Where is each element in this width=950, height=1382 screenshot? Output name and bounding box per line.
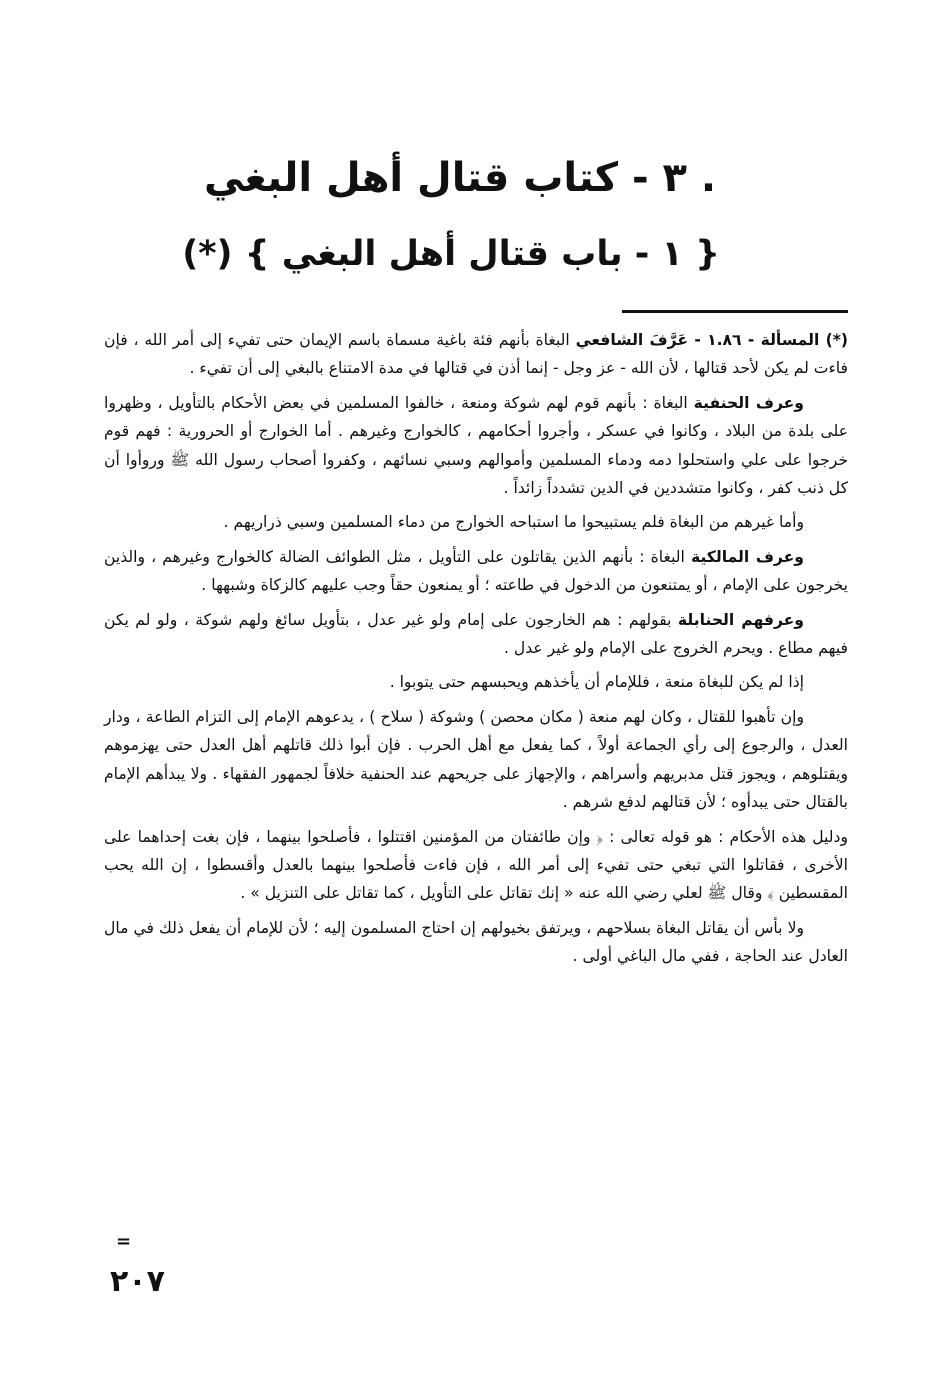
paragraph: [104, 823, 848, 908]
paragraph-text: البغاة بأنهم فئة باغية مسماة باسم الإيمان حتى تفيء إلى أمر الله ، فإن فاءت لم يكن لأحد قتالها ، لأن الله - عز وجل - إنما أذن في قتالها في مدة الامتناع بالبغي إلى أن تفيء .: [104, 331, 848, 378]
paragraph: [104, 914, 848, 971]
continuation-mark: =: [116, 1231, 132, 1252]
paragraph-lead: وعرف الحنفية: [693, 393, 804, 412]
body-text: [104, 326, 848, 977]
paragraph-text: وأما غيرهم من البغاة فلم يستبيحوا ما استباحه الخوارج من دماء المسلمين وسبي ذراريهم .: [223, 513, 804, 532]
footnote-rule: [622, 310, 848, 313]
paragraph-lead: وعرف المالكية: [690, 547, 804, 566]
chapter-title: { ١ - باب قتال أهل البغي } (*): [182, 234, 720, 274]
paragraph: [104, 508, 848, 536]
book-title: . ٣ - كتاب قتال أهل البغي: [203, 155, 717, 201]
paragraph-lead: (*) المسألة - ١.٨٦ - عَرَّفَ الشافعي: [575, 331, 848, 349]
paragraph-text: ولا بأس أن يقاتل البغاة بسلاحهم ، ويرتفق بخيولهم إن احتاج المسلمون إليه ؛ لأن للإمام أن يفعل ذلك في مال العادل عند الحاجة ، ففي مال الباغي أولى .: [104, 918, 848, 966]
paragraph-text: ودليل هذه الأحكام : هو قوله تعالى : ﴿ وإن طائفتان من المؤمنين اقتتلوا ، فأصلحوا بينهما ، فإن بغت إحداهما على الأخرى ، فقاتلوا التي تبغي حتى تفيء إلى أمر الله ، فإن فاءت فأصلحوا بينهما بالعدل وأقسطوا ، إن الله يحب المقسطين ﴾ وقال ﷺ لعلي رضي الله عنه « إنك تقاتل على التأويل ، كما تقاتل على التنزيل » .: [104, 827, 848, 903]
page-number: ٢٠٧: [110, 1264, 165, 1299]
paragraph-text: بقولهم : هم الخارجون على إمام ولو غير عدل ، بتأويل سائغ ولهم شوكة ، ولو لم يكن فيهم مطاع . ويحرم الخروج على الإمام ولو غير عدل .: [104, 610, 848, 658]
paragraph-text: وإن تأهبوا للقتال ، وكان لهم منعة ( مكان محصن ) وشوكة ( سلاح ) ، يدعوهم الإمام إلى التزام الطاعة ، ودار العدل ، والرجوع إلى رأي الجماعة أولاً ، كما يفعل مع أهل الحرب . فإن أبوا ذلك قاتلهم أهل العدل حتى يهزموهم ويقتلوهم ، ويجوز قتل مدبريهم وأسراهم ، والإجهاز على جريحهم عند الحنفية خلافاً لجمهور الفقهاء . ولا يبدأهم الإمام بالقتال حتى يبدأوه ؛ لأن قتالهم لدفع شرهم .: [104, 707, 848, 812]
paragraph: [104, 389, 848, 503]
paragraph-text: إذا لم يكن للبغاة منعة ، فللإمام أن يأخذهم ويحبسهم حتى يتوبوا .: [389, 673, 804, 692]
paragraph-text: البغاة : بأنهم قوم لهم شوكة ومنعة ، خالفوا المسلمين في بعض الأحكام بالتأويل ، وظهروا على بلدة من البلاد ، وكانوا في عسكر ، وأجروا أحكامهم ، كالخوارج وغيرهم . أما الخوارج أو الحرورية : فهم قوم خرجوا على علي واستحلوا دمه ودماء المسلمين وأموالهم وسبي نسائهم ، وكفروا أصحاب رسول الله ﷺ وروأوا أن كل ذنب كفر ، وكانوا متشددين في الدين تشدداً زائداً .: [104, 393, 848, 498]
paragraph: [104, 703, 848, 817]
paragraph: [104, 543, 848, 600]
paragraph-text: البغاة : بأنهم الذين يقاتلون على التأويل ، مثل الطوائف الضالة كالخوارج وغيرهم ، والذين يخرجون على الإمام ، أو يمتنعون من الدخول في طاعته ؛ أو يمنعون حقاً وجب عليهم كالزكاة وشبهها .: [104, 547, 848, 595]
paragraph: [104, 606, 848, 663]
paragraph-lead: وعرفهم الحنابلة: [677, 610, 804, 629]
paragraph: [104, 668, 848, 696]
paragraph: [104, 326, 848, 383]
